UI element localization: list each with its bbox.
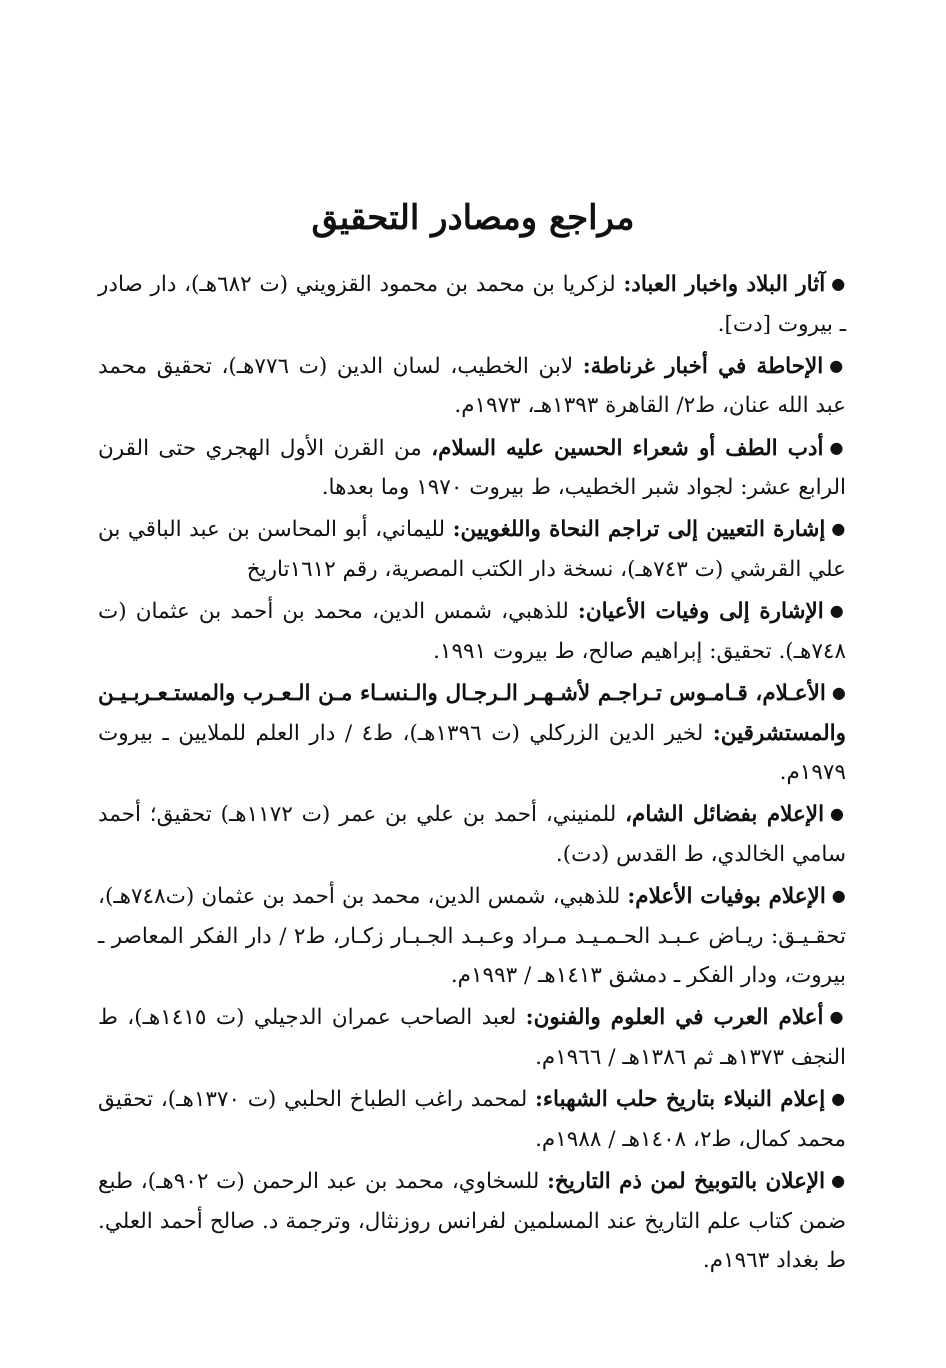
entry-body: لليماني، أبو المحاسن بن عبد الباقي بن علي القرشي (ت ٧٤٣هـ)، نسخة دار الكتب المصرية، رقم ١٦١٢تاريخ	[98, 517, 846, 582]
list-item	[98, 1079, 846, 1159]
bullet-icon: ●	[831, 682, 846, 702]
entry-body: للمنيني، أحمد بن علي بن عمر (ت ١١٧٢هـ) تحقيق؛ أحمد سامي الخالدي، ط القدس (دت).	[98, 802, 846, 867]
page-title: مراجع ومصادر التحقيق	[311, 198, 635, 238]
entry-heading: الإحاطة في أخبار غرناطة:	[582, 353, 824, 379]
bullet-icon: ●	[831, 274, 847, 293]
entry-heading: آثار البلاد واخبار العباد:	[623, 272, 826, 297]
entry-body: من القرن الأول الهجري حتى القرن الرابع عشر: لجواد شبر الخطيب، ط بيروت ١٩٧٠ وما بعدها.	[98, 435, 846, 501]
references-list	[98, 264, 846, 1282]
entry-body: للذهبي، شمس الدين، محمد بن أحمد بن عثمان (ت ٧٤٨هـ). تحقيق: إبراهيم صالح، ط بيروت ١٩٩١.	[98, 599, 846, 664]
entry-heading: الإعلام بوفيات الأعلام:	[627, 884, 826, 910]
entry-body: لمحمد راغب الطباخ الحلبي (ت ١٣٧٠هـ)، تحقيق محمد كمال، ط٢، ١٤٠٨هـ / ١٩٨٨م.	[98, 1087, 846, 1152]
list-item	[98, 428, 846, 508]
list-item	[98, 876, 846, 996]
entry-heading: إشارة التعيين إلى تراجم النحاة واللغويين:	[452, 517, 826, 543]
list-item	[98, 673, 846, 793]
list-item	[98, 1161, 846, 1281]
entry-heading: إعلام النبلاء بتاريخ حلب الشهباء:	[535, 1087, 826, 1113]
bullet-icon: ●	[829, 601, 846, 621]
list-item	[98, 997, 846, 1077]
bullet-icon: ●	[831, 1089, 846, 1109]
list-item	[98, 794, 846, 874]
entry-body: للسخاوي، محمد بن عبد الرحمن (ت ٩٠٢هـ)، طبع ضمن كتاب علم التاريخ عند المسلمين لفرانس روزنثال، وترجمة د. صالح أحمد العلي. ط بغداد ١٩٦٣م.	[98, 1169, 846, 1274]
list-item	[98, 346, 846, 426]
bullet-icon: ●	[829, 355, 846, 375]
list-item	[98, 591, 846, 671]
bullet-icon: ●	[831, 886, 846, 906]
entry-heading: أدب الطف أو شعراء الحسين عليه السلام،	[431, 435, 824, 461]
entry-body: لعبد الصاحب عمران الدجيلي (ت ١٤١٥هـ)، ط النجف ١٣٧٣هـ ثم ١٣٨٦هـ / ١٩٦٦م.	[98, 1005, 846, 1071]
entry-heading: الإشارة إلى وفيات الأعيان:	[577, 599, 824, 625]
entry-body: لخير الدين الزركلي (ت ١٣٩٦هـ)، ط٤ / دار العلم للملايين ـ بيروت ١٩٧٩م.	[98, 720, 846, 786]
entry-body: للذهبي، شمس الدين، محمد بن أحمد بن عثمان (ت٧٤٨هـ)، تحقـيـق: ريـاض عـبـد الحـمـيـد مـراد وعـبـد الجـبـار زكـار، ط٢ / دار الفكر المعاصر ـ بيروت، ودار الفكر ـ دمشق ١٤١٣هـ / ١٩٩٣م.	[98, 884, 846, 989]
bullet-icon: ●	[831, 1171, 846, 1190]
entry-body: لزكريا بن محمد بن محمود القزويني (ت ٦٨٢هـ)، دار صادر ـ بيروت [دت].	[98, 272, 846, 337]
bullet-icon: ●	[829, 437, 846, 457]
list-item	[98, 509, 846, 589]
entry-heading: أعلام العرب في العلوم والفنون:	[525, 1005, 824, 1031]
entry-heading: الإعلان بالتوبيخ لمن ذم التاريخ:	[547, 1169, 826, 1194]
entry-body: لابن الخطيب، لسان الدين (ت ٧٧٦هـ)، تحقيق محمد عبد الله عنان، ط٢/ القاهرة ١٣٩٣هـ، ١٩٧٣م.	[98, 353, 846, 419]
bullet-icon: ●	[829, 1007, 846, 1027]
bullet-icon: ●	[830, 804, 846, 824]
entry-heading: الأعـلام، قـامـوس تـراجـم لأشـهـر الـرجـال والـنسـاء مـن الـعـرب والمستـعـربـيـن والمستشرقين:	[98, 680, 846, 746]
entry-heading: الإعلام بفضائل الشام،	[625, 802, 825, 828]
list-item	[98, 264, 846, 344]
bullet-icon: ●	[831, 519, 846, 539]
